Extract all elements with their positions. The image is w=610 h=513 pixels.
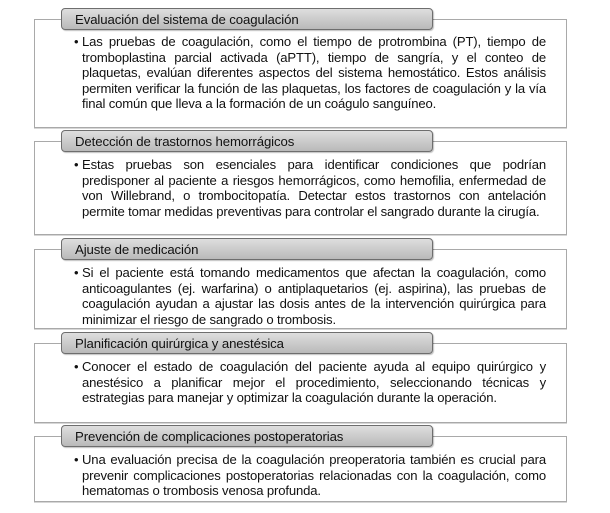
bullet-dot-icon: • [74, 34, 79, 49]
bullet-text: Si el paciente está tomando medicamentos que afectan la coagulación, como anticoagulantes (ej. warfarina) o antiplaquetarios (ej. aspirina), las pruebas de coagulación ayudan a ajustar las dosis antes de la intervención quirúrgica para minimizar el riesgo de sangrado o trombosis. [82, 265, 546, 327]
bullet-dot-icon: • [74, 265, 79, 280]
bullet-dot-icon: • [74, 157, 79, 172]
bullet-text: Conocer el estado de coagulación del paciente ayuda al equipo quirúrgico y anestésico a planificar mejor el procedimiento, seleccionando técnicas y estrategias para manejar y optimizar la coagulación durante la operación. [82, 359, 546, 406]
bullet-item [74, 157, 546, 219]
section-header-tab [61, 130, 433, 152]
section-evaluacion [34, 8, 567, 128]
section-title: Prevención de complicaciones postoperatorias [75, 429, 344, 444]
bullet-dot-icon: • [74, 452, 79, 467]
section-deteccion [34, 130, 567, 235]
section-prevencion [34, 425, 567, 502]
bullet-item [74, 452, 546, 499]
bullet-item [74, 359, 546, 406]
section-header-tab [61, 332, 433, 354]
bullet-text: Una evaluación precisa de la coagulación preoperatoria también es crucial para prevenir complicaciones postoperatorias relacionadas con la coagulación, como hematomas o trombosis venosa profunda. [82, 452, 546, 499]
section-title: Ajuste de medicación [75, 242, 199, 257]
section-planificacion [34, 332, 567, 423]
section-header-tab [61, 8, 433, 30]
section-title: Evaluación del sistema de coagulación [75, 12, 299, 27]
section-title: Planificación quirúrgica y anestésica [75, 336, 284, 351]
section-header-tab [61, 425, 433, 447]
bullet-item [74, 265, 546, 327]
section-header-tab [61, 238, 433, 260]
section-ajuste [34, 238, 567, 329]
bullet-item [74, 34, 546, 112]
bullet-text: Estas pruebas son esenciales para identificar condiciones que podrían predisponer al paciente a riesgos hemorrágicos, como hemofilia, enfermedad de von Willebrand, o trombocitopatía. Detectar estos trastornos con antelación permite tomar medidas preventivas para controlar el sangrado durante la cirugía. [82, 157, 546, 219]
bullet-dot-icon: • [74, 359, 79, 374]
section-title: Detección de trastornos hemorrágicos [75, 134, 295, 149]
bullet-text: Las pruebas de coagulación, como el tiempo de protrombina (PT), tiempo de tromboplastina parcial activada (aPTT), tiempo de sangría, y el conteo de plaquetas, evalúan diferentes aspectos del sistema hemostático. Estos análisis permiten verificar la función de las plaquetas, los factores de coagulación y la vía final común que lleva a la formación de un coágulo sanguíneo. [82, 34, 546, 112]
